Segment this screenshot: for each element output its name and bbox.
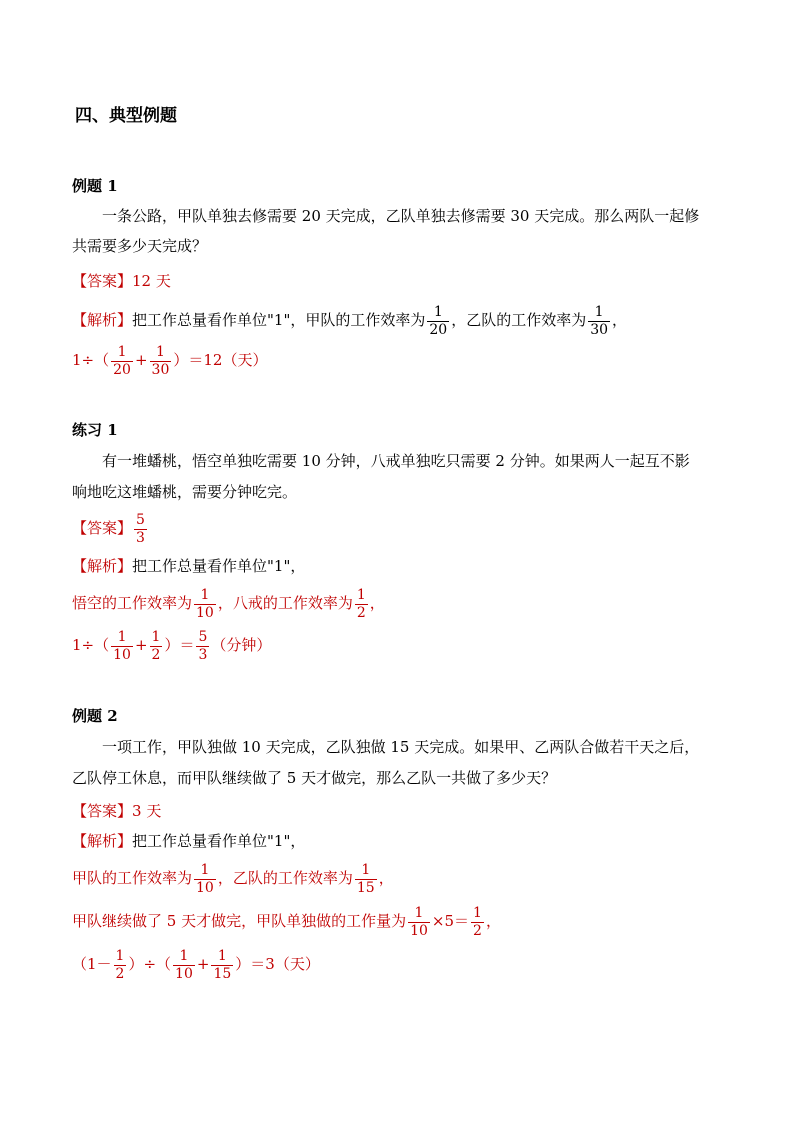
analysis-tag: 【解析】 [72, 311, 133, 329]
section-title: 四、典型例题 [75, 106, 177, 126]
practice-1-question-line-1: 有一堆蟠桃，悟空单独吃需要 10 分钟，八戒单独吃只需要 2 分钟。如果两人一起互不影 [102, 452, 690, 470]
example-2-workload-line: 甲队继续做了 5 天才做完，甲队单独做的工作量为 $\frac{1}{10}$ ×5＝ $\frac{1}{2}$ ， [72, 904, 501, 939]
fraction: $\frac{5}{3}$ [198, 628, 208, 663]
example-2-analysis: 【解析】把工作总量看作单位"1"， [72, 832, 306, 850]
practice-1-efficiency-line: 悟空的工作效率为 $\frac{1}{10}$ ，八戒的工作效率为 $\frac{1}{2}$ ， [72, 586, 385, 621]
example-2-question-line-2: 乙队停工休息，而甲队继续做了 5 天才做完，那么乙队一共做了多少天？ [72, 769, 557, 787]
answer-tag: 【答案】 [72, 519, 133, 537]
analysis-text: 把工作总量看作单位"1"，甲队的工作效率为 [132, 311, 426, 329]
fraction: $\frac{1}{30}$ [151, 343, 170, 378]
fraction: $\frac{1}{10}$ [196, 586, 214, 621]
answer-value: 12 天 [132, 272, 171, 290]
answer-value: 3 天 [132, 802, 162, 820]
fraction: $\frac{1}{2}$ [115, 947, 125, 982]
fraction: $\frac{1}{15}$ [213, 947, 232, 982]
fraction: $\frac{1}{15}$ [356, 861, 375, 896]
example-1-calculation: 1÷（ $\frac{1}{20}$ + $\frac{1}{30}$ ）＝12（天） [72, 343, 268, 378]
example-2-calculation: （1－ $\frac{1}{2}$ ）÷（ $\frac{1}{10}$ + $\frac{1}{15}$ ）＝3（天） [72, 947, 320, 982]
practice-1-label: 练习 1 [72, 421, 118, 439]
example-1-question-line-1: 一条公路，甲队单独去修需要 20 天完成，乙队单独去修需要 30 天完成。那么两队一起修 [102, 207, 700, 225]
fraction: $\frac{1}{10}$ [410, 904, 428, 939]
example-2-question-line-1: 一项工作，甲队独做 10 天完成，乙队独做 15 天完成。如果甲、乙两队合做若干天之后， [102, 738, 700, 756]
example-2-label: 例题 2 [72, 707, 118, 725]
practice-1-calculation: 1÷（ $\frac{1}{10}$ + $\frac{1}{2}$ ）＝ $\frac{5}{3}$ （分钟） [72, 628, 272, 663]
practice-1-answer [72, 510, 149, 547]
fraction: $\frac{1}{2}$ [151, 628, 161, 663]
fraction: $\frac{1}{10}$ [175, 947, 193, 982]
fraction: $\frac{1}{20}$ [113, 343, 131, 378]
answer-tag: 【答案】 [72, 272, 133, 290]
example-2-answer [72, 801, 161, 821]
fraction: $\frac{1}{2}$ [356, 586, 366, 621]
fraction: $\frac{1}{30}$ [590, 303, 609, 338]
analysis-tag: 【解析】 [72, 557, 133, 575]
fraction: $\frac{1}{10}$ [113, 628, 131, 663]
analysis-tag: 【解析】 [72, 832, 133, 850]
example-1-label: 例题 1 [72, 177, 118, 195]
practice-1-question-line-2: 响地吃这堆蟠桃，需要分钟吃完。 [72, 483, 298, 501]
fraction: $\frac{1}{20}$ [429, 303, 448, 338]
answer-tag: 【答案】 [72, 802, 133, 820]
example-1-answer [72, 271, 171, 291]
fraction: $\frac{5}{3}$ [136, 511, 145, 546]
example-1-question-line-2: 共需要多少天完成？ [72, 237, 208, 255]
fraction: $\frac{1}{2}$ [473, 904, 482, 939]
example-1-analysis: 【解析】把工作总量看作单位"1"，甲队的工作效率为 $\frac{1}{20}$ ，乙队的工作效率为 $\frac{1}{30}$ ， [72, 303, 628, 338]
example-2-efficiency-line: 甲队的工作效率为 $\frac{1}{10}$ ，乙队的工作效率为 $\frac{1}{15}$ ， [72, 861, 394, 896]
fraction: $\frac{1}{10}$ [196, 861, 214, 896]
practice-1-analysis: 【解析】把工作总量看作单位"1"， [72, 557, 306, 575]
